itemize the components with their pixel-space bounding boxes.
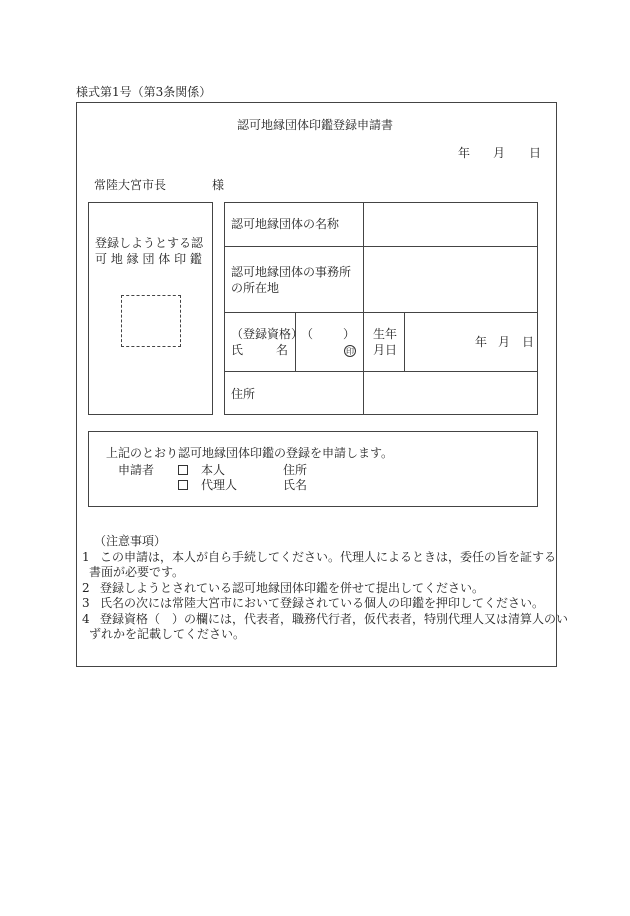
application-box: [88, 431, 538, 507]
note-3-line1: 氏名の次には常陸大宮市において登録されている個人の印鑑を押印してください。: [100, 596, 545, 610]
qual-paren-open: （: [301, 327, 314, 341]
note-4-line1: 登録資格（ ）の欄には，代表者，職務代行者，仮代表者，特別代理人又は清算人のい: [100, 612, 569, 626]
note-1-line2: 書面が必要です。: [89, 565, 185, 579]
birth-month-label: 月: [498, 335, 511, 349]
org-name-field[interactable]: [366, 206, 536, 244]
birth-label-line2: 月日: [373, 343, 398, 357]
addressee: 常陸大宮市長: [94, 178, 167, 192]
applicant-label: 申請者: [118, 463, 155, 477]
note-4-line2: ずれかを記載してください。: [89, 627, 246, 641]
table-divider-main: [363, 202, 364, 415]
note-2-number: 2: [82, 581, 90, 595]
table-row-divider-3: [224, 371, 538, 372]
address-field[interactable]: [366, 375, 536, 413]
qual-label-name-b: 名: [276, 343, 289, 357]
qual-paren-close: ）: [343, 327, 356, 341]
form-title: 認可地縁団体印鑑登録申請書: [236, 118, 393, 132]
note-1-line1: この申請は，本人が自ら手続してください。代理人によるときは，委任の旨を証する: [100, 550, 557, 564]
qual-label-name-a: 氏: [231, 343, 244, 357]
birth-year-label: 年: [475, 335, 488, 349]
applicant-address-label: 住所: [283, 463, 308, 477]
note-2-line1: 登録しようとされている認可地縁団体印鑑を併せて提出してください。: [100, 581, 485, 595]
address-label: 住所: [231, 387, 256, 401]
table-row-divider-2: [224, 312, 538, 313]
notes-heading: （注意事項）: [94, 534, 167, 548]
office-label-line2: の所在地: [231, 281, 280, 295]
seal-mark-icon: [344, 343, 356, 357]
date-month-label: 月: [493, 146, 506, 160]
office-label-line1: 認可地縁団体の事務所: [231, 265, 352, 279]
note-3-number: 3: [82, 596, 90, 610]
table-row-divider-1: [224, 246, 538, 247]
date-day-label: 日: [529, 146, 542, 160]
note-1-number: 1: [82, 550, 90, 564]
applicant-name-label: 氏名: [283, 478, 308, 492]
qual-divider: [295, 312, 296, 371]
birth-divider: [404, 312, 405, 371]
seal-mark-text: 印: [346, 347, 354, 356]
seal-label-line1: 登録しようとする認: [95, 236, 204, 250]
date-year-label: 年: [458, 146, 471, 160]
org-name-label: 認可地縁団体の名称: [231, 217, 340, 231]
agent-label: 代理人: [201, 478, 238, 492]
birth-label-line1: 生年: [373, 327, 398, 341]
office-address-field[interactable]: [366, 250, 536, 310]
application-statement: 上記のとおり認可地縁団体印鑑の登録を申請します。: [106, 446, 394, 460]
self-label: 本人: [201, 463, 226, 477]
seal-placement-area[interactable]: [121, 295, 181, 347]
seal-label-line2: 可 地 縁 団 体 印 鑑: [95, 252, 202, 266]
agent-checkbox[interactable]: [178, 478, 188, 492]
qual-label-line1: （登録資格）: [231, 327, 304, 341]
self-checkbox[interactable]: [178, 463, 188, 477]
form-number: 様式第1号（第3条関係）: [76, 85, 212, 99]
note-4-number: 4: [82, 612, 90, 626]
birth-day-label: 日: [522, 335, 535, 349]
addressee-honorific: 様: [212, 178, 225, 192]
